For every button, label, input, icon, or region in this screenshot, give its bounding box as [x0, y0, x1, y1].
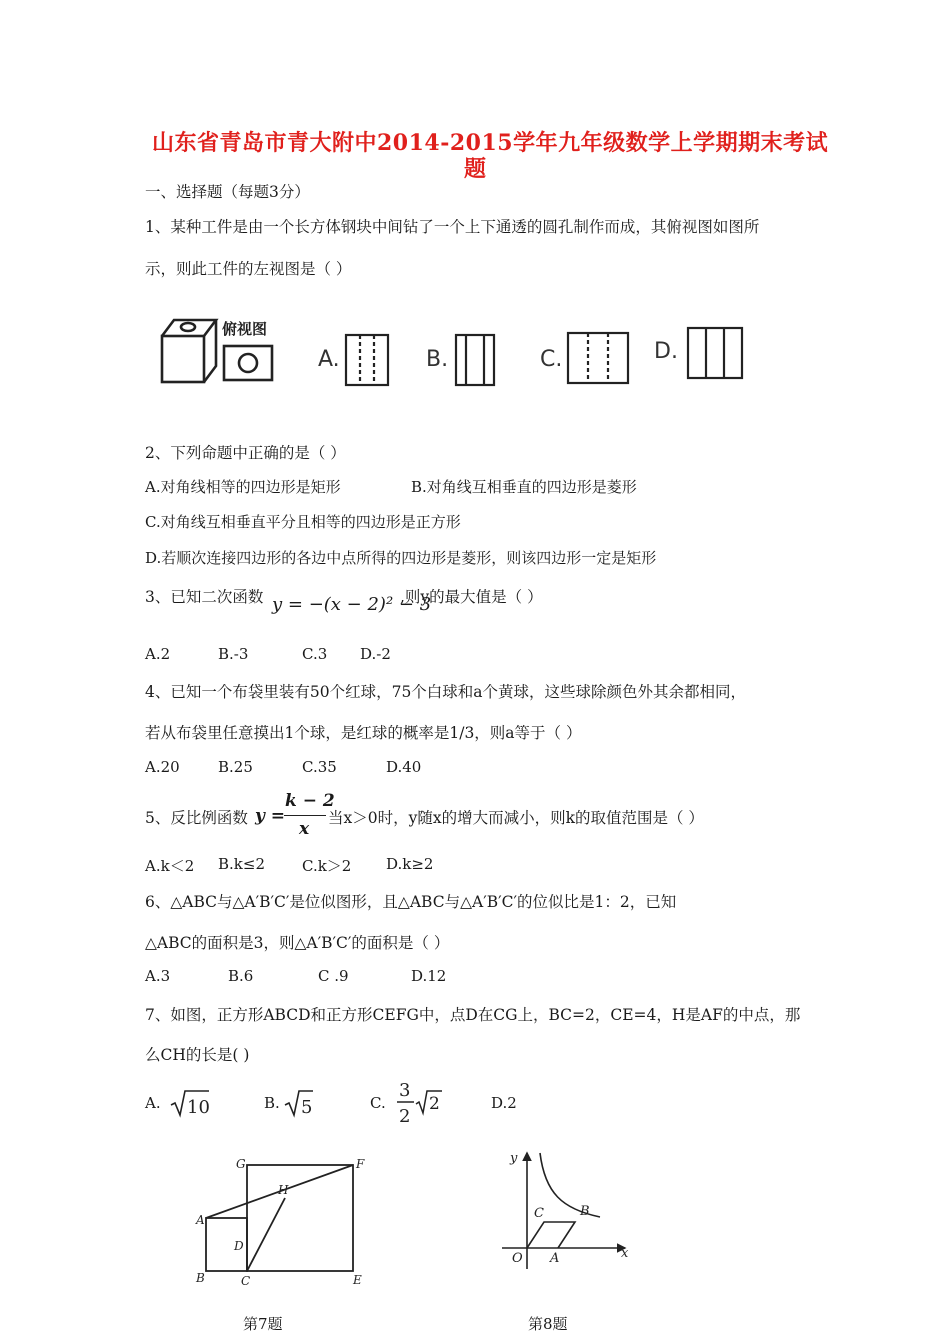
question-2-stem: 2、下列命题中正确的是（ ） [145, 444, 346, 462]
question-6-option-c: C .9 [318, 967, 349, 985]
option-d-drawing [688, 328, 742, 378]
question-5-formula-lhs: y = [255, 806, 286, 826]
figure-7 [190, 1150, 380, 1290]
question-1-figure [150, 308, 770, 398]
hyperbola-curve [540, 1153, 600, 1217]
point-label-b: B [196, 1271, 205, 1285]
question-5-option-b: B.k≤2 [218, 855, 265, 873]
question-7-line1: 7、如图，正方形ABCD和正方形CEFG中，点D在CG上，BC=2，CE=4，H是AF的中点，那 [145, 1006, 801, 1024]
question-3-formula: y = −(x − 2)² − 3 [272, 594, 432, 615]
question-3-option-b: B.-3 [218, 645, 249, 663]
top-view-drawing [224, 346, 272, 380]
question-1-line2: 示，则此工件的左视图是（ ） [145, 260, 352, 278]
origin-label-o: O [512, 1251, 523, 1266]
question-6-line2: △ABC的面积是3，则△A′B′C′的面积是（ ） [145, 934, 450, 952]
question-6-option-d: D.12 [411, 967, 447, 985]
question-5-stem-start: 5、反比例函数 [145, 809, 248, 827]
question-4-option-b: B.25 [218, 758, 253, 776]
question-5-option-c: C.k＞2 [302, 857, 352, 875]
option-c-drawing [568, 333, 628, 383]
option-a-letter: A. [318, 347, 340, 372]
svg-text:5: 5 [301, 1097, 313, 1118]
point-label-d: D [234, 1239, 244, 1253]
page-title: 山东省青岛市青大附中2014-2015学年九年级数学上学期期末考试 [152, 130, 829, 156]
question-2-option-b: B.对角线互相垂直的四边形是菱形 [411, 478, 637, 496]
question-3-stem-end: ,则y的最大值是（ ） [400, 588, 543, 606]
question-5-fraction-bar [284, 815, 326, 816]
point-label-c: C [534, 1206, 544, 1221]
question-7-option-b-sqrt [284, 1088, 314, 1118]
option-a-drawing [346, 335, 388, 385]
point-label-e: E [353, 1273, 362, 1287]
svg-text:2: 2 [429, 1094, 440, 1114]
point-label-a: A [196, 1213, 205, 1227]
question-5-formula-numerator: k − 2 [285, 791, 335, 811]
question-5-stem-end: 当x＞0时，y随x的增大而减小，则k的取值范围是（ ） [328, 809, 704, 827]
axis-label-y: y [510, 1151, 518, 1166]
figure-8 [500, 1145, 640, 1275]
question-6-line1: 6、△ABC与△A′B′C′是位似图形，且△ABC与△A′B′C′的位似比是1：2，已知 [145, 893, 677, 911]
question-3-stem-start: 3、已知二次函数 [145, 588, 264, 606]
svg-text:2: 2 [399, 1106, 411, 1127]
cuboid-with-hole-drawing [162, 320, 216, 382]
point-label-b: B [580, 1204, 590, 1219]
svg-text:3: 3 [399, 1080, 411, 1101]
question-4-option-c: C.35 [302, 758, 337, 776]
option-d-letter: D. [654, 339, 678, 364]
square-cefg [247, 1165, 353, 1271]
question-7-option-c-formula [394, 1076, 444, 1130]
question-7-option-b-label: B. [264, 1094, 280, 1112]
point-label-h: H [278, 1183, 289, 1197]
top-view-label: 俯视图 [222, 320, 268, 338]
question-3-option-a: A.2 [145, 645, 171, 663]
point-label-c: C [241, 1274, 251, 1288]
figure-8-caption: 第8题 [528, 1315, 568, 1333]
figure-7-caption: 第7题 [243, 1315, 283, 1333]
option-b-letter: B. [426, 347, 449, 372]
question-7-option-d: D.2 [491, 1094, 517, 1112]
question-4-line2: 若从布袋里任意摸出1个球，是红球的概率是1/3，则a等于（ ） [145, 724, 582, 742]
question-7-option-a-label: A. [145, 1094, 161, 1112]
question-4-line1: 4、已知一个布袋里装有50个红球，75个白球和a个黄球，这些球除颜色外其余都相同， [145, 683, 747, 701]
option-b-drawing [456, 335, 494, 385]
question-6-option-a: A.3 [145, 967, 171, 985]
question-3-option-d: D.-2 [360, 645, 391, 663]
point-label-f: F [356, 1157, 365, 1171]
segment-ch [247, 1198, 285, 1271]
question-5-option-a: A.k＜2 [145, 857, 195, 875]
question-6-option-b: B.6 [228, 967, 254, 985]
section-header: 一、选择题（每题3分） [145, 183, 310, 201]
question-4-option-a: A.20 [145, 758, 180, 776]
option-c-letter: C. [540, 347, 563, 372]
question-2-option-a: A.对角线相等的四边形是矩形 [145, 478, 341, 496]
point-label-g: G [236, 1157, 246, 1171]
question-5-option-d: D.k≥2 [386, 855, 434, 873]
question-4-option-d: D.40 [386, 758, 422, 776]
question-7-line2: 么CH的长是( ) [145, 1046, 250, 1064]
axis-label-x: x [621, 1246, 629, 1261]
parallelogram-ocba [527, 1222, 575, 1248]
question-5-formula-denominator: x [299, 819, 310, 839]
question-1-line1: 1、某种工件是由一个长方体钢块中间钻了一个上下通透的圆孔制作而成，其俯视图如图所 [145, 218, 760, 236]
question-3-option-c: C.3 [302, 645, 328, 663]
page-title-continued: 题 [464, 156, 487, 182]
point-label-a: A [550, 1251, 560, 1266]
question-7-option-c-label: C. [370, 1094, 386, 1112]
svg-text:10: 10 [187, 1097, 210, 1118]
question-2-option-c: C.对角线互相垂直平分且相等的四边形是正方形 [145, 513, 461, 531]
question-7-option-a-sqrt [170, 1088, 210, 1118]
question-2-option-d: D.若顺次连接四边形的各边中点所得的四边形是菱形，则该四边形一定是矩形 [145, 549, 657, 567]
